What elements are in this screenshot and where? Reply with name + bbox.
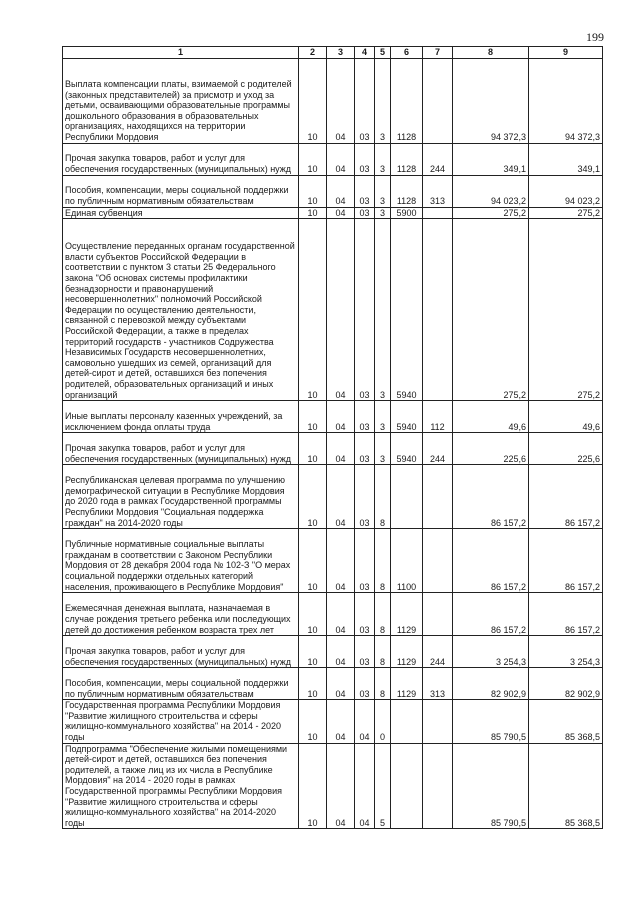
cell-c7: 313 [423, 175, 453, 207]
cell-c3: 04 [327, 593, 355, 636]
cell-c3: 04 [327, 207, 355, 219]
cell-c3: 04 [327, 175, 355, 207]
cell-c2: 10 [299, 175, 327, 207]
cell-c7: 112 [423, 401, 453, 433]
cell-c7 [423, 700, 453, 743]
cell-c6 [391, 700, 423, 743]
cell-c6: 1129 [391, 668, 423, 700]
cell-c5: 3 [375, 207, 391, 219]
column-header: 7 [423, 47, 453, 59]
budget-table [62, 46, 603, 829]
cell-c5: 8 [375, 529, 391, 593]
table-row [63, 593, 603, 636]
table-row [63, 58, 603, 143]
cell-c4: 04 [355, 700, 375, 743]
cell-c8: 94 372,3 [453, 58, 529, 143]
cell-c5: 8 [375, 636, 391, 668]
table-row [63, 700, 603, 743]
cell-c5: 3 [375, 58, 391, 143]
cell-c3: 04 [327, 700, 355, 743]
column-header: 9 [529, 47, 603, 59]
row-name: Ежемесячная денежная выплата, назначаемая в случае рождения третьего ребенка или последующих детей до достижения ребенком возраста трех лет [63, 593, 299, 636]
cell-c3: 04 [327, 668, 355, 700]
cell-c5: 8 [375, 593, 391, 636]
row-name: Единая субвенция [63, 207, 299, 219]
column-header: 3 [327, 47, 355, 59]
cell-c6: 1100 [391, 529, 423, 593]
cell-c8: 275,2 [453, 207, 529, 219]
cell-c9: 94 372,3 [529, 58, 603, 143]
column-header: 8 [453, 47, 529, 59]
cell-c7 [423, 465, 453, 529]
column-header: 6 [391, 47, 423, 59]
cell-c4: 03 [355, 636, 375, 668]
cell-c9: 49,6 [529, 401, 603, 433]
cell-c6 [391, 465, 423, 529]
cell-c2: 10 [299, 207, 327, 219]
cell-c3: 04 [327, 219, 355, 401]
row-name: Выплата компенсации платы, взимаемой с родителей (законных представителей) за присмотр и уход за детьми, осваивающими образовательные программы дошкольного образования в образовательных организациях, находящихся на территории Республики Мордовия [63, 58, 299, 143]
table-row [63, 433, 603, 465]
cell-c8: 349,1 [453, 143, 529, 175]
page-number: 199 [586, 30, 604, 44]
column-header: 2 [299, 47, 327, 59]
cell-c9: 349,1 [529, 143, 603, 175]
cell-c4: 03 [355, 593, 375, 636]
table-row [63, 465, 603, 529]
cell-c9: 86 157,2 [529, 529, 603, 593]
row-name: Иные выплаты персоналу казенных учреждений, за исключением фонда оплаты труда [63, 401, 299, 433]
row-name: Прочая закупка товаров, работ и услуг для обеспечения государственных (муниципальных) нужд [63, 636, 299, 668]
cell-c9: 85 368,5 [529, 743, 603, 829]
cell-c8: 49,6 [453, 401, 529, 433]
cell-c8: 94 023,2 [453, 175, 529, 207]
table-row [63, 743, 603, 829]
cell-c6: 1128 [391, 143, 423, 175]
cell-c7 [423, 58, 453, 143]
cell-c8: 3 254,3 [453, 636, 529, 668]
cell-c6: 1129 [391, 593, 423, 636]
cell-c5: 3 [375, 433, 391, 465]
row-name: Прочая закупка товаров, работ и услуг для обеспечения государственных (муниципальных) нужд [63, 143, 299, 175]
cell-c8: 85 790,5 [453, 743, 529, 829]
cell-c3: 04 [327, 465, 355, 529]
cell-c8: 225,6 [453, 433, 529, 465]
cell-c6: 1129 [391, 636, 423, 668]
cell-c3: 04 [327, 636, 355, 668]
table-header-row [63, 47, 603, 59]
cell-c3: 04 [327, 433, 355, 465]
cell-c8: 86 157,2 [453, 593, 529, 636]
cell-c2: 10 [299, 529, 327, 593]
cell-c2: 10 [299, 593, 327, 636]
cell-c7 [423, 743, 453, 829]
cell-c9: 82 902,9 [529, 668, 603, 700]
cell-c7 [423, 219, 453, 401]
cell-c5: 3 [375, 143, 391, 175]
cell-c4: 03 [355, 175, 375, 207]
cell-c2: 10 [299, 743, 327, 829]
table-row [63, 636, 603, 668]
table-row [63, 219, 603, 401]
cell-c2: 10 [299, 401, 327, 433]
cell-c5: 8 [375, 465, 391, 529]
cell-c2: 10 [299, 465, 327, 529]
cell-c5: 3 [375, 175, 391, 207]
cell-c4: 03 [355, 668, 375, 700]
row-name: Подпрограмма "Обеспечение жилыми помещениями детей-сирот и детей, оставшихся без попечения родителей, а также лиц из их числа в Республике Мордовия" на 2014 - 2020 годы в рамках Государственной программы Республики Мордовия "Развитие жилищного строительства и сферы жилищно-коммунального хозяйства" на 2014-2020 годы [63, 743, 299, 829]
cell-c2: 10 [299, 58, 327, 143]
cell-c4: 03 [355, 433, 375, 465]
column-header: 1 [63, 47, 299, 59]
cell-c8: 275,2 [453, 219, 529, 401]
cell-c5: 8 [375, 668, 391, 700]
cell-c6: 5900 [391, 207, 423, 219]
cell-c9: 3 254,3 [529, 636, 603, 668]
cell-c6: 1128 [391, 58, 423, 143]
cell-c4: 03 [355, 401, 375, 433]
cell-c5: 3 [375, 401, 391, 433]
cell-c7: 313 [423, 668, 453, 700]
table-row [63, 207, 603, 219]
cell-c7 [423, 207, 453, 219]
cell-c2: 10 [299, 636, 327, 668]
cell-c9: 225,6 [529, 433, 603, 465]
cell-c7: 244 [423, 636, 453, 668]
cell-c7 [423, 529, 453, 593]
column-header: 5 [375, 47, 391, 59]
cell-c8: 82 902,9 [453, 668, 529, 700]
cell-c9: 85 368,5 [529, 700, 603, 743]
cell-c5: 5 [375, 743, 391, 829]
row-name: Пособия, компенсации, меры социальной поддержки по публичным нормативным обязательствам [63, 175, 299, 207]
cell-c2: 10 [299, 668, 327, 700]
column-header: 4 [355, 47, 375, 59]
cell-c4: 03 [355, 143, 375, 175]
cell-c3: 04 [327, 529, 355, 593]
row-name: Прочая закупка товаров, работ и услуг для обеспечения государственных (муниципальных) нужд [63, 433, 299, 465]
cell-c3: 04 [327, 743, 355, 829]
table-row [63, 175, 603, 207]
table-row [63, 668, 603, 700]
row-name: Республиканская целевая программа по улучшению демографической ситуации в Республике Мордовия до 2020 года в рамках Государственной программы Республики Мордовия "Социальная поддержка граждан" на 2014-2020 годы [63, 465, 299, 529]
row-name: Пособия, компенсации, меры социальной поддержки по публичным нормативным обязательствам [63, 668, 299, 700]
table-row [63, 143, 603, 175]
cell-c4: 03 [355, 58, 375, 143]
cell-c9: 275,2 [529, 219, 603, 401]
cell-c4: 03 [355, 529, 375, 593]
cell-c4: 03 [355, 207, 375, 219]
cell-c6: 1128 [391, 175, 423, 207]
cell-c9: 86 157,2 [529, 593, 603, 636]
cell-c4: 04 [355, 743, 375, 829]
cell-c6: 5940 [391, 401, 423, 433]
cell-c8: 86 157,2 [453, 465, 529, 529]
cell-c9: 275,2 [529, 207, 603, 219]
cell-c7: 244 [423, 143, 453, 175]
cell-c8: 86 157,2 [453, 529, 529, 593]
cell-c2: 10 [299, 219, 327, 401]
cell-c6 [391, 743, 423, 829]
cell-c4: 03 [355, 465, 375, 529]
cell-c9: 94 023,2 [529, 175, 603, 207]
cell-c5: 3 [375, 219, 391, 401]
cell-c8: 85 790,5 [453, 700, 529, 743]
cell-c2: 10 [299, 433, 327, 465]
cell-c7: 244 [423, 433, 453, 465]
row-name: Осуществление переданных органам государственной власти субъектов Российской Федерации в соответствии с пунктом 3 статьи 25 Федерального закона "Об основах системы профилактики безнадзорности и правонарушений несовершеннолетних" полномочий Российской Федерации по осуществлению деятельности, связанной с перевозкой между субъектами Российской Федерации, а также в пределах территорий государств - участников Содружества Независимых Государств несовершеннолетних, самовольно ушедших из семей, организаций для детей-сирот и детей, оставшихся без попечения родителей, образовательных организаций и иных организаций [63, 219, 299, 401]
cell-c3: 04 [327, 58, 355, 143]
cell-c2: 10 [299, 143, 327, 175]
cell-c6: 5940 [391, 219, 423, 401]
cell-c4: 03 [355, 219, 375, 401]
cell-c3: 04 [327, 401, 355, 433]
row-name: Государственная программа Республики Мордовия "Развитие жилищного строительства и сферы жилищно-коммунального хозяйства" на 2014 - 2020 годы [63, 700, 299, 743]
cell-c2: 10 [299, 700, 327, 743]
row-name: Публичные нормативные социальные выплаты гражданам в соответствии с Законом Республики Мордовия от 28 декабря 2004 года № 102-З "О мерах социальной поддержки отдельных категорий населения, проживающего в Республике Мордовия" [63, 529, 299, 593]
cell-c6: 5940 [391, 433, 423, 465]
cell-c9: 86 157,2 [529, 465, 603, 529]
cell-c7 [423, 593, 453, 636]
cell-c5: 0 [375, 700, 391, 743]
table-row [63, 401, 603, 433]
cell-c3: 04 [327, 143, 355, 175]
table-row [63, 529, 603, 593]
